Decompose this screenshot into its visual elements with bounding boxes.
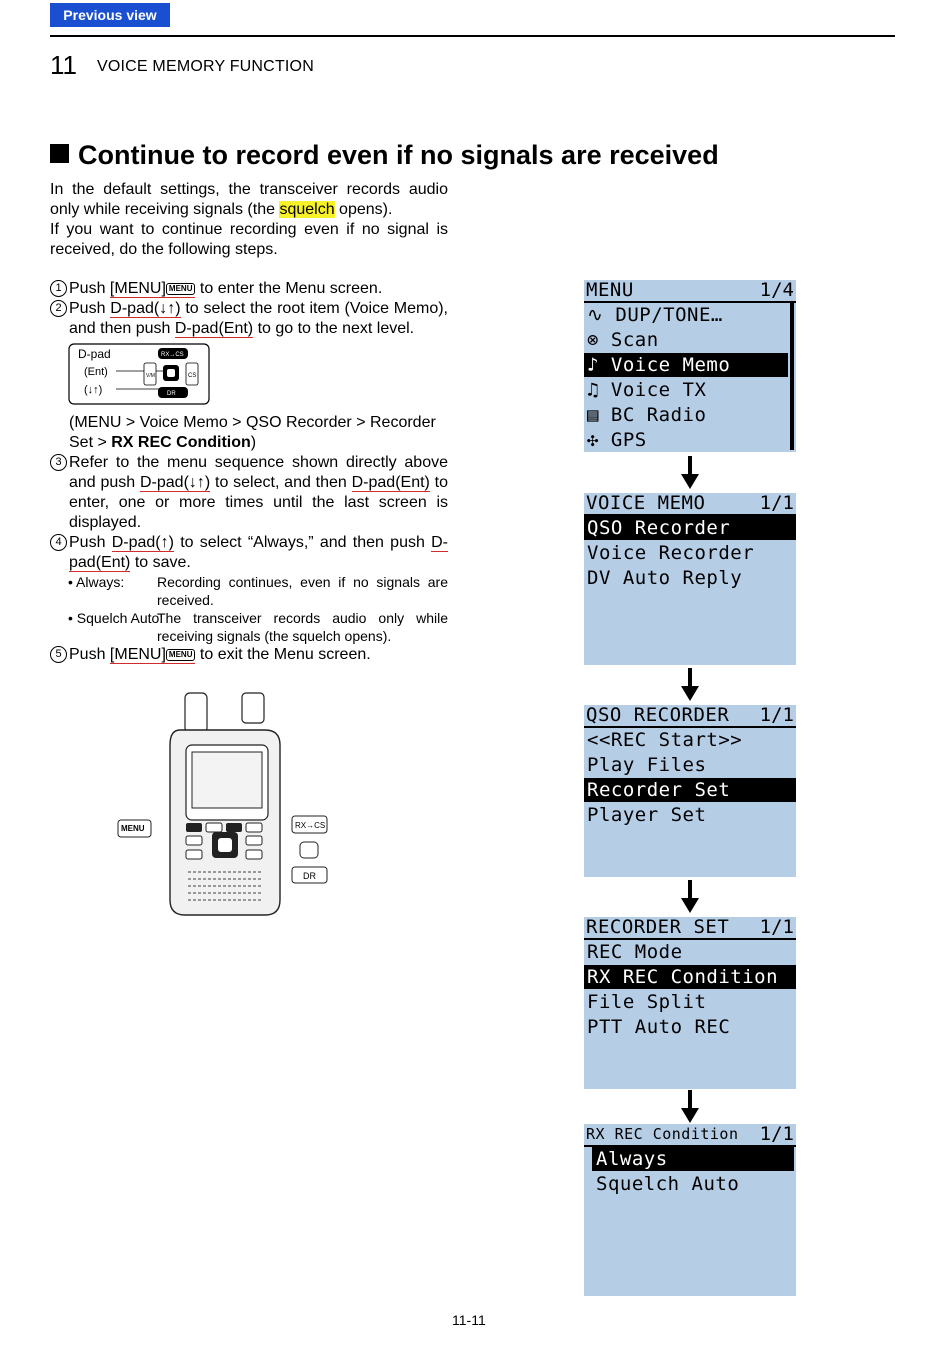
- step-text: Push: [69, 280, 110, 297]
- option-always-item[interactable]: Always: [592, 1147, 794, 1171]
- step-text: to enter the Menu screen.: [195, 280, 383, 297]
- step-1: [50, 279, 448, 299]
- binoculars-icon: ⊗: [587, 329, 599, 351]
- radio-icon: ▤: [587, 404, 599, 426]
- chapter-number: 11: [50, 50, 77, 80]
- intro-text: [50, 180, 448, 260]
- menu-item-recorder-set[interactable]: Recorder Set: [584, 778, 796, 802]
- step-text: Push: [69, 300, 111, 317]
- dpad-title: D-pad: [78, 347, 111, 361]
- square-bullet-icon: [50, 144, 69, 163]
- dpad-dr-label: DR: [167, 391, 176, 397]
- transceiver-illustration: [110, 690, 340, 925]
- step-text: to enter, one or more times until the last screen is displayed.: [69, 474, 448, 531]
- screen-page: 1/4: [759, 280, 794, 301]
- screen-title: RX REC Condition: [586, 1125, 739, 1143]
- menu-key-icon: MENU: [166, 649, 196, 661]
- header-rule: [50, 35, 895, 37]
- menu-key-icon: MENU: [166, 283, 196, 295]
- menu-item-gps[interactable]: [584, 428, 796, 452]
- dpad-vm-label: V/M: [146, 373, 155, 379]
- menu-item-label: BC Radio: [610, 404, 707, 426]
- screen-rx-rec-condition: [584, 1124, 796, 1296]
- screen-page: 1/1: [759, 1124, 794, 1145]
- radio-dr-key-label: DR: [303, 871, 316, 881]
- dpad-updown-ref: D-pad(↓↑): [139, 474, 211, 491]
- step-number: 5: [50, 646, 67, 663]
- steps-list: [50, 279, 448, 665]
- radio-menu-key-label: MENU: [121, 824, 145, 833]
- radio-center-key-icon: [300, 842, 318, 858]
- page-number: 11-11: [452, 1312, 486, 1328]
- menu-item-ptt-auto-rec[interactable]: PTT Auto REC: [587, 1016, 731, 1038]
- radio-rxcs-key-label: RX→CS: [295, 821, 326, 830]
- intro-paragraph-1: [50, 180, 448, 220]
- dpad-ent-ref: D-pad(Ent): [174, 320, 254, 337]
- intro-paragraph-2: If you want to continue recording even if no signal is received, do the following steps.: [50, 221, 448, 258]
- knob-icon: [242, 693, 264, 723]
- dpad-ent-ref: D-pad(Ent): [351, 474, 430, 491]
- screen-page: 1/1: [759, 917, 794, 938]
- step-4: [50, 533, 448, 573]
- step-text: to go to the next level.: [253, 320, 415, 337]
- option-desc: Recording continues, even if no signals are received.: [157, 574, 448, 608]
- menu-item-label: Scan: [610, 329, 659, 351]
- dpad-updown-ref: D-pad(↓↑): [110, 300, 181, 317]
- menu-path-text: (MENU > Voice Memo > QSO Recorder > Recorder Set >: [69, 414, 436, 451]
- down-arrow-icon: [680, 1090, 700, 1124]
- section-title: [50, 140, 719, 171]
- menu-key-ref: [110, 646, 196, 664]
- screen-qso-recorder: [584, 705, 796, 877]
- option-label: • Always:: [68, 574, 125, 590]
- voice-tx-icon: ♫: [587, 379, 599, 401]
- antenna-icon: [185, 693, 207, 733]
- dpad-updown-label: (↓↑): [84, 384, 103, 396]
- dpad-cs-label: CS: [188, 373, 197, 379]
- menu-item-play-files[interactable]: Play Files: [587, 754, 707, 776]
- menu-item-player-set[interactable]: Player Set: [587, 804, 707, 826]
- option-desc: The transceiver records audio only while receiving signals (the squelch opens).: [157, 610, 448, 644]
- menu-key-label: [MENU]: [109, 280, 166, 297]
- scrollbar[interactable]: [790, 303, 794, 450]
- screen-page: 1/1: [759, 493, 794, 514]
- menu-item-scan[interactable]: [584, 328, 796, 352]
- section-title-text: Continue to record even if no signals are received: [78, 140, 719, 170]
- menu-item-rec-start[interactable]: <<REC Start>>: [587, 729, 743, 751]
- dpad-up-ref: D-pad(↑): [111, 534, 174, 551]
- dpad-rxcs-label: RX→CS: [161, 352, 184, 358]
- step-3: [50, 453, 448, 533]
- menu-item-rx-rec-condition[interactable]: RX REC Condition: [584, 965, 796, 989]
- screen-recorder-set: [584, 917, 796, 1089]
- step-5: [50, 645, 448, 665]
- step-text: to select the root item (Voice Memo), and then push: [69, 300, 448, 337]
- step-text: to select “Always,” and then push: [173, 534, 432, 551]
- step-text: Push: [69, 646, 110, 663]
- menu-item-file-split[interactable]: File Split: [587, 991, 707, 1013]
- down-arrow-icon: [680, 668, 700, 702]
- menu-item-dv-auto-reply[interactable]: DV Auto Reply: [587, 567, 743, 589]
- chapter-title: VOICE MEMORY FUNCTION: [97, 58, 314, 75]
- screen-menu: [584, 280, 796, 452]
- menu-item-label: Voice TX: [610, 379, 707, 401]
- step-text: to save.: [130, 554, 191, 571]
- menu-path: [50, 413, 448, 453]
- step-text: Refer to the menu sequence shown directly above and push: [69, 454, 448, 491]
- option-always: [50, 573, 448, 609]
- menu-item-label: GPS: [610, 429, 647, 451]
- microphone-icon: ♪: [587, 354, 599, 376]
- step-2: [50, 299, 448, 339]
- intro-text-a: In the default settings, the transceiver records audio only while receiving signals (the: [50, 181, 448, 218]
- dup-tone-icon: ∿: [587, 304, 604, 326]
- step-number: 2: [50, 300, 67, 317]
- step-text: Push: [69, 534, 112, 551]
- menu-item-label: Voice Memo: [610, 354, 731, 376]
- menu-item-dup-tone[interactable]: [584, 303, 796, 327]
- step-number: 1: [50, 280, 67, 297]
- step-text: to exit the Menu screen.: [195, 646, 371, 663]
- option-squelch-auto: [50, 609, 448, 645]
- step-number: 4: [50, 534, 67, 551]
- menu-item-bc-radio[interactable]: [584, 403, 796, 427]
- screen-title: VOICE MEMO: [586, 493, 706, 514]
- menu-path-close: ): [250, 434, 257, 451]
- menu-item-qso-recorder[interactable]: QSO Recorder: [584, 516, 796, 540]
- screen-page: 1/1: [759, 705, 794, 726]
- menu-item-label: DUP/TONE…: [615, 304, 723, 326]
- menu-key-ref: [110, 280, 196, 298]
- option-squelch-auto-item[interactable]: Squelch Auto: [596, 1173, 740, 1195]
- squelch-highlight: squelch: [279, 201, 335, 218]
- screen-voice-memo: [584, 493, 796, 665]
- menu-item-rec-mode[interactable]: REC Mode: [587, 941, 683, 963]
- menu-item-voice-tx[interactable]: [584, 378, 796, 402]
- menu-key-label: [MENU]: [109, 646, 166, 663]
- step-number: 3: [50, 454, 67, 471]
- satellite-icon: ✣: [587, 429, 599, 451]
- step-text: to select, and then: [210, 474, 352, 491]
- option-label: • Squelch Auto:: [68, 610, 164, 626]
- intro-text-b: opens).: [334, 201, 393, 218]
- down-arrow-icon: [680, 456, 700, 490]
- menu-path-target: RX REC Condition: [111, 434, 251, 451]
- menu-item-voice-memo[interactable]: [584, 353, 788, 377]
- dpad-ent-label: (Ent): [84, 366, 108, 378]
- menu-item-voice-recorder[interactable]: Voice Recorder: [587, 542, 755, 564]
- screen-title: RECORDER SET: [586, 917, 730, 938]
- screen-title: MENU: [586, 280, 634, 301]
- screen-title: QSO RECORDER: [586, 705, 730, 726]
- previous-view-button[interactable]: Previous view: [50, 3, 170, 27]
- dpad-ent-ref: D-pad(Ent): [69, 534, 448, 571]
- down-arrow-icon: [680, 880, 700, 914]
- dpad-diagram: [68, 343, 228, 409]
